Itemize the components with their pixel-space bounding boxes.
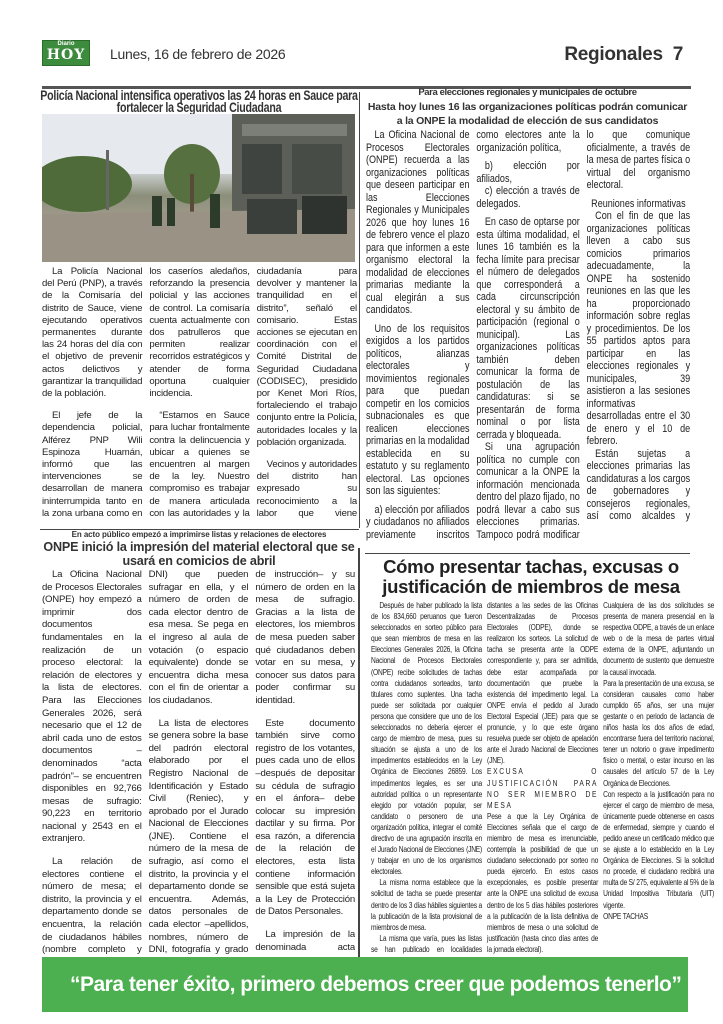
paragraph: En caso de optarse por esta última modalidad, el lunes 16 también es la fecha límite para precisar el número de delegados que corresponderá a cada circunscripción electoral y su ámbito de participación (regional o municipal). Las organizaciones políticas también deben comunicar la forma de postulación de las candidaturas: si se presentarán de forma nominal o por lista cerrada y bloqueada. bbox=[476, 216, 580, 441]
section-rule bbox=[365, 553, 690, 554]
paragraph: b) elección por afiliados, bbox=[476, 160, 580, 185]
column-divider bbox=[358, 548, 360, 958]
printing-kicker: En acto público empezó a imprimirse listas y relaciones de electores bbox=[71, 530, 327, 539]
paragraph: Este documento también sirve como registro de los votantes, pues cada uno de ellos –después de depositar su cédula de sufragio en el ánfora– debe colocar su impresión dactilar y su firma. Por esa razón, a diferencia de la relación de electores, esta lista contiene información sensible que está sujeta a la Ley de Protección de Datos Personales. bbox=[255, 717, 355, 918]
paragraph: La impresión de la denominada acta bbox=[255, 929, 355, 953]
paragraph: Para la presentación de una excusa, se consideran causales como haber cumplido 65 años, ser una mujer gestante o en periodo de lactancia de niños hasta los dos años de edad, encontrarse fuera del territorio nacional, tener un notorio o grave impedimento físico o mental, o estar incurso en las causales del artículo 57 de la Ley Orgánica de Elecciones. bbox=[603, 678, 715, 788]
paragraph: Si una agrupación política no cumple con comunicar a la ONPE la información mencionada dentro del plazo fijado, no podrá llevar a cabo sus elecciones primarias. Tampoco podrá modificar lo que comunique oficialmente, a través de la mesa de partes física o virtual del organismo electoral. bbox=[476, 129, 691, 541]
paragraph: Vecinos y autoridades del distrito han expresado su reconocimiento a la labor que viene bbox=[256, 459, 357, 519]
police-headline bbox=[40, 90, 358, 113]
paragraph: La misma que varía, pues las listas se han publicado en localidades distantes a las sedes de las Oficinas Descentralizadas de Procesos Electorales (ODPE), donde se realizaron los sorteos. La solicitud de tacha se presenta ante la ODPE correspondiente y, para ser admitida, debe estar acompañada por documentación que pruebe la existencia del impedimento legal. La ONPE envía el pedido al Jurado Electoral Especial (JEE) para que se pronuncie, y lo que este órgano resuelva puede ser objeto de apelación ante el Jurado Nacional de Elecciones (JNE). bbox=[371, 601, 599, 954]
paragraph: Uno de los requisitos exigidos a los partidos políticos, alianzas electorales y movimientos regionales para que puedan competir en los comicios subnacionales es que realicen elecciones primarias en la modalidad establecida en su estatuto y su reglamento electoral. Las opciones son las siguientes: bbox=[366, 322, 470, 497]
paragraph: La Policía Nacional del Perú (PNP), a través de la Comisaría del distrito de Sauce, viene ejecutando operativos permanentes durante las 24 horas del día con el objetivo de prevenir actos delictivos y garantizar la tranquilidad de la población. bbox=[42, 266, 143, 400]
paragraph: Con el fin de que las organizaciones políticas lleven a cabo sus comicios primarios adecuadamente, la ONPE ha sostenido reuniones en las que les ha proporcionado información sobre reglas y procedimientos. De los 55 partidos aptos para participar en las elecciones regionales y municipales, 39 asistieron a las sesiones informativas desarrolladas entre el 30 de enero y el 10 de febrero. bbox=[586, 210, 691, 447]
paragraph: Con respecto a la justificación para no ejercer el cargo de miembro de mesa, únicamente puede obtenerse en casos de enfermedad, siempre y cuando el pedido anexe un certificado médico que se ajuste a lo establecido en la Ley Orgánica de Elecciones. Si la solicitud no procede, el ciudadano recibirá una multa de S/ 275, equivalente al 5% de la Unidad Impositiva Tributaria (UIT) vigente. bbox=[603, 789, 715, 910]
paragraph: La lista de electores se genera sobre la base del padrón electoral elaborado por el Registro Nacional de Identificación y Estado Civil (Reniec), y aprobado por el Jurado Nacional de Elecciones (JNE). Contiene el número de la mesa de sufragio, así como el distrito, la provincia y el departamento donde se encuentra. Además, datos personales de cada elector –apellidos, nombres, número de DNI, fotografía y grado de instrucción– y su número de orden en la mesa de sufragio. Gracias a la lista de electores, los miembros de mesa pueden saber qué ciudadanos deben votar en su mesa, y conocer sus datos para poder confirmar su identidad. bbox=[148, 569, 355, 956]
column-divider bbox=[359, 92, 360, 528]
paragraph: Cualquiera de las dos solicitudes se presenta de manera presencial en la respectiva ODPE, a través de un enlace web o de la mesa de partes virtual externa de la ONPE, adjuntando un documento de sustento que demuestre la causal invocada. bbox=[603, 601, 715, 677]
subhead: EXCUSA O JUSTIFICACIÓN PARA NO SER MIEMBRO DE MESA bbox=[487, 767, 599, 810]
paragraph: La Oficina Nacional de Procesos Electorales (ONPE) hoy empezó a imprimir dos documentos fundamentales en la realización de un proceso electoral: la relación de electores y la lista de electores. Para las Elecciones Generales 2026, será necesario que el 12 de abril cada uno de estos documentos –denominados “acta padrón”– se encuentren disponibles en 92,766 mesas de sufragio: 90,223 en territorio nacional y 2543 en el extranjero. bbox=[42, 569, 142, 845]
quote-banner: “Para tener éxito, primero debemos creer que podemos tenerlo” bbox=[42, 957, 688, 1012]
primaries-kicker: Para elecciones regionales y municipales de octubre bbox=[418, 87, 637, 98]
tachas-headline: Cómo presentar tachas, excusas o justificación de miembros de mesa bbox=[382, 556, 680, 597]
paragraph: La relación de electores contiene el número de mesa; el distrito, la provincia y el departamento donde se encuentra, la relación de ciudadanos hábiles (nombre completo y DNI) que pueden sufragar en ella, y el número de orden de cada elector dentro de esa mesa. Se pega en el ingreso al aula de votación (o espacio equivalente) donde se encuentra dicha mesa con el fin de orientar a los ciudadanos. bbox=[42, 569, 249, 956]
section-title bbox=[564, 44, 683, 66]
page-number: 7 bbox=[672, 44, 683, 65]
paragraph: La Oficina Nacional de Procesos Electorales (ONPE) recuerda a las organizaciones políticas que deseen participar en las Elecciones Regionales y Municipales 2026 que hoy lunes 16 de febrero vence el plazo para que informen a este organismo electoral la modalidad de elecciones primarias mediante la cual elegirán a sus candidatos. bbox=[366, 129, 470, 316]
section-name: Regionales bbox=[564, 44, 663, 65]
issue-date: Lunes, 16 de febrero de 2026 bbox=[110, 46, 286, 62]
police-street-image bbox=[42, 114, 355, 262]
paragraph: Pese a que la Ley Orgánica de Elecciones señala que el cargo de miembro de mesa es irrenunciable, contempla la posibilidad de que un ciudadano seleccionado por sorteo no pueda ejercerlo. En estos casos excepcionales, es posible presentar ante la ONPE una solicitud de excusa dentro de los 5 días hábiles posteriores a la publicación de la lista definitiva de miembros de mesa o una solicitud de justificación (hasta cinco días antes de la jornada electoral). bbox=[487, 811, 599, 954]
article-credit: ONPE TACHAS bbox=[603, 911, 648, 921]
printing-body bbox=[42, 569, 355, 959]
diario-hoy-logo bbox=[42, 40, 90, 66]
paragraph: a) elección por afiliados y ciudadanos no afiliados previamente inscritos como electores ante la organización política, bbox=[366, 129, 580, 541]
paragraph: La misma norma establece que la solicitud de tacha se puede presentar dentro de los 3 días hábiles siguientes a la publicación de la lista provisional de miembros de mesa. bbox=[371, 878, 483, 932]
police-body bbox=[42, 266, 357, 528]
paragraph: El jefe de la dependencia policial, Alférez PNP Wili Espinoza Huamán, informó que las intervenciones se desarrollan de manera ininterrumpida tanto en la zona urbana como en los caseríos aledaños, reforzando la presencia policial y las acciones de control. La comisaría cuenta actualmente con dos patrulleros que permiten realizar recorridos estratégicos y atender de forma oportuna cualquier incidencia. bbox=[42, 266, 250, 519]
logo-small-text: Diario bbox=[57, 41, 75, 47]
tachas-body bbox=[371, 600, 714, 956]
paragraph: Después de haber publicado la lista de los 834,660 peruanos que fueron seleccionados en sorteo público para que sean miembros de mesa en las Elecciones Generales 2026, la Oficina Nacional de Procesos Electorales (ONPE) recibe solicitudes de tachas contra ciudadanos sorteados, tanto titulares como suplentes. Una tacha puede ser solicitada por cualquier persona que considere que uno de los seleccionados no debería ejercer el cargo de miembro de mesa, pues su situación se ajusta a uno de los impedimentos establecidos en la Ley Orgánica de Elecciones 26859. Los impedimentos legales, es ser una autoridad política o un representante elegido por votación popular, ser candidato o personero de una organización política, integrar el comité directivo de una agrupación inscrita en el Jurado Nacional de Elecciones (JNE) y trabajar en uno de los organismos electorales. bbox=[371, 601, 483, 877]
paragraph: c) elección a través de delegados. bbox=[476, 185, 580, 210]
primaries-headline: Hasta hoy lunes 16 las organizaciones políticas podrán comunicar a la ONPE la modalidad de elección de sus candidatos bbox=[367, 101, 688, 127]
subhead: Reuniones informativas bbox=[591, 197, 686, 210]
paragraph: Están sujetas a elecciones primarias las candidaturas a los cargos de gobernadores y consejeros regionales, así como alcaldes y bbox=[586, 447, 691, 522]
paragraph: “Estamos en Sauce para luchar frontalmente contra la delincuencia y ubicar a quienes se encuentren al margen de la ley. Nuestro compromiso es trabajar de manera articulada con las autoridades y la ciudadanía para devolver y mantener la tranquilidad en el distrito”, señaló el comisario. Estas acciones se ejecutan en coordinación con el Comité Distrital de Seguridad Ciudadana (CODISEC), presidido por Kenet Mori Ríos, fortaleciendo el trabajo conjunto entre la Policía, autoridades locales y la población organizada. bbox=[149, 266, 357, 519]
printing-headline: ONPE inició la impresión del material electoral que se usará en comicios de abril bbox=[43, 540, 355, 568]
street-photo bbox=[42, 114, 355, 262]
police-headline-text: Policía Nacional intensifica operativos las 24 horas en Sauce para fortalecer la Seguridad Ciudadana bbox=[40, 88, 358, 115]
logo-main-text: HOY bbox=[46, 47, 86, 63]
primaries-body bbox=[366, 129, 690, 545]
